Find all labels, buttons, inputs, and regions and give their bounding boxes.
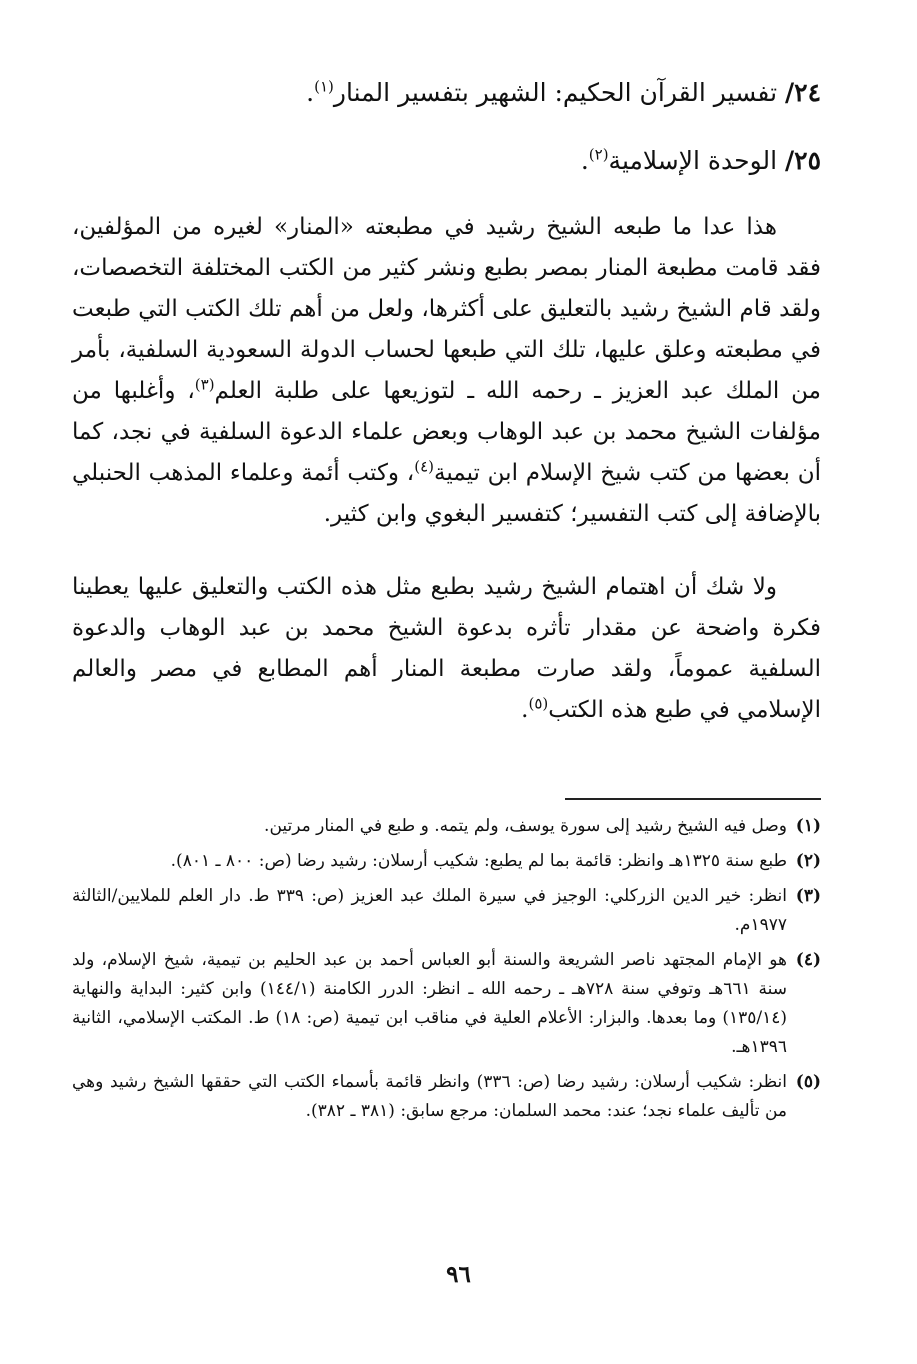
footnote-ref: (٢): [588, 145, 609, 164]
footnote-text: طبع سنة ١٣٢٥هـ وانظر: قائمة بما لم يطبع: شكيب أرسلان: رشيد رضا (ص: ٨٠٠ ـ ٨٠١).: [170, 851, 787, 871]
footnote-number: (٤): [795, 950, 821, 970]
paragraph-text: ، وأغلبها من مؤلفات الشيخ محمد بن عبد الوهاب وبعض علماء الدعوة السلفية في نجد، كما أن بعضها من كتب شيخ الإسلام ابن تيمية: [72, 378, 822, 486]
item-number: ٢٥/: [785, 146, 821, 175]
footnote-ref: (١): [314, 77, 334, 96]
body-text: [72, 207, 821, 731]
footnote: [72, 812, 821, 841]
paragraph-text: .: [521, 697, 529, 723]
item-number: ٢٤/: [785, 78, 821, 107]
item-end: .: [306, 78, 315, 107]
footnote-text: انظر: شكيب أرسلان: رشيد رضا (ص: ٣٣٦) وانظر قائمة بأسماء الكتب التي حققها الشيخ رشيد وهي من تأليف علماء نجد؛ عند: محمد السلمان: مرجع سابق: (٣٨١ ـ ٣٨٢).: [72, 1072, 787, 1121]
footnote-number: (٢): [795, 851, 821, 871]
item-end: .: [580, 146, 589, 175]
footnotes: [72, 812, 821, 1132]
footnote-text: هو الإمام المجتهد ناصر الشريعة والسنة أبو العباس أحمد بن عبد الحليم بن تيمية، شيخ الإسلام، ولد سنة ٦٦١هـ وتوفي سنة ٧٢٨هـ ـ رحمه الله ـ انظر: الدرر الكامنة (١٤٤/١) وابن كثير: البداية والنهاية (١٣٥/١٤) وما بعدها. والبزار: الأعلام العلية في مناقب ابن تيمية (ص: ١٨) ط. المكتب الإسلامي، الثانية ١٣٩٦هـ.: [72, 950, 787, 1057]
list-item: [81, 74, 821, 112]
footnote: [72, 946, 821, 1062]
paragraph: [72, 207, 821, 535]
paragraph-text: ولا شك أن اهتمام الشيخ رشيد بطبع مثل هذه الكتب والتعليق عليها يعطينا فكرة واضحة عن مقدار تأثره بدعوة الشيخ محمد بن عبد الوهاب والدعوة السلفية عموماً، ولقد صارت مطبعة المنار أهم المطابع في مصر والعالم الإسلامي في طبع هذه الكتب: [72, 574, 821, 723]
page-number: ٩٦: [446, 1261, 471, 1288]
paragraph-text: ، وكتب أئمة وعلماء المذهب الحنبلي بالإضافة إلى كتب التفسير؛ كتفسير البغوي وابن كثير.: [72, 460, 821, 527]
footnote-ref: (٤): [414, 457, 434, 476]
footnote: [72, 847, 821, 876]
footnote-text: وصل فيه الشيخ رشيد إلى سورة يوسف، ولم يتمه. و طبع في المنار مرتين.: [264, 816, 787, 836]
footnote-text: انظر: خير الدين الزركلي: الوجيز في سيرة الملك عبد العزيز (ص: ٣٣٩ ط. دار العلم للملايين/الثالثة ١٩٧٧م.: [72, 886, 787, 935]
footnote-ref: (٥): [528, 694, 549, 713]
paragraph-text: هذا عدا ما طبعه الشيخ رشيد في مطبعته «المنار» لغيره من المؤلفين، فقد قامت مطبعة المنار بمصر بطبع ونشر كثير من الكتب المختلفة التخصصات، ولقد قام الشيخ رشيد بالتعليق على أكثرها، ولعل من أهم تلك الكتب التي طبعت في مطبعته وعلق عليها، تلك التي طبعها لحساب الدولة السعودية السلفية، بأمر من الملك عبد العزيز ـ رحمه الله ـ لتوزيعها على طلبة العلم: [72, 214, 822, 404]
item-text: الوحدة الإسلامية: [608, 146, 785, 175]
footnote-ref: (٣): [194, 375, 215, 394]
footnote: [72, 882, 821, 940]
numbered-list: [81, 74, 821, 210]
list-item: [81, 142, 821, 180]
paragraph: [72, 567, 821, 731]
footnote-number: (٣): [795, 886, 821, 906]
footnote-divider: [565, 798, 821, 800]
item-text: تفسير القرآن الحكيم: الشهير بتفسير المنار: [333, 78, 785, 107]
footnote-number: (١): [795, 816, 821, 836]
footnote-number: (٥): [795, 1072, 821, 1092]
footnote: [72, 1068, 821, 1126]
